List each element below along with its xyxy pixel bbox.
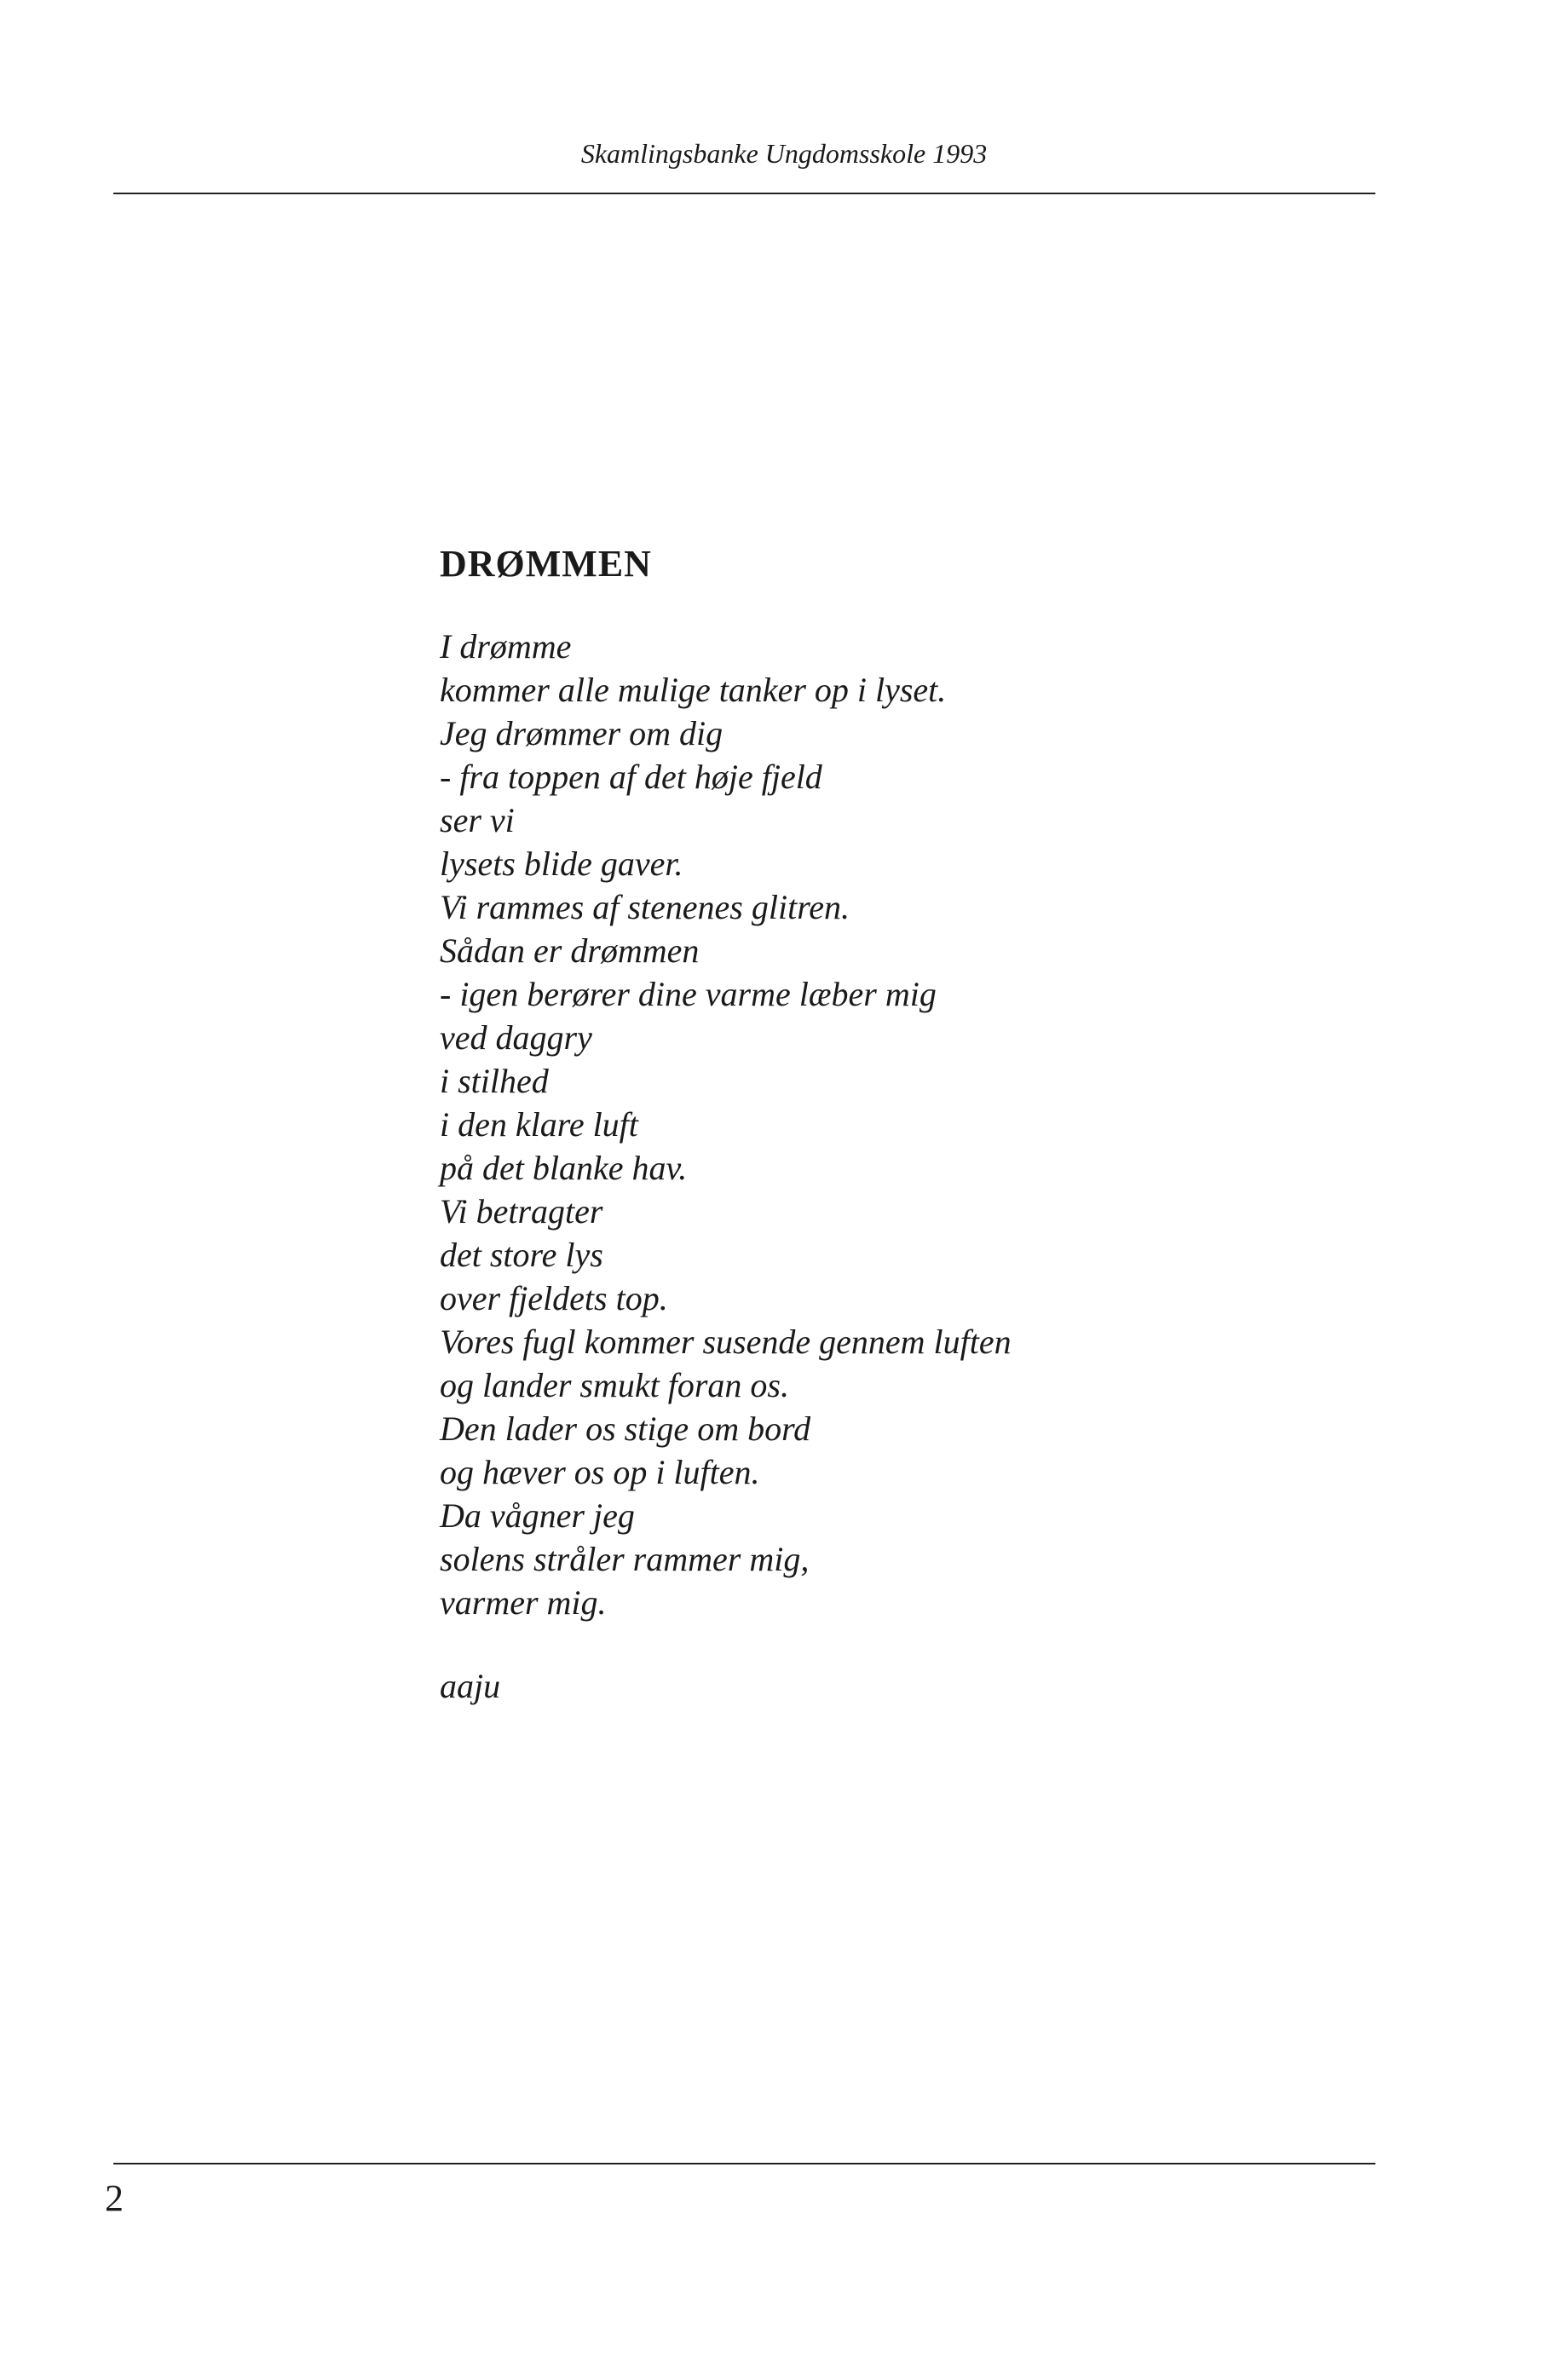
poem-line: og hæver os op i luften. — [440, 1453, 760, 1491]
header-rule — [113, 193, 1375, 194]
poem-signature: aaju — [440, 1667, 501, 1705]
poem-body — [440, 625, 1012, 1624]
poem-line: i stilhed — [440, 1062, 549, 1100]
footer-rule — [113, 2163, 1375, 2164]
poem-line: Vores fugl kommer susende gennem luften — [440, 1323, 1012, 1361]
poem-line: Vi betragter — [440, 1192, 603, 1231]
poem-line: i den klare luft — [440, 1105, 638, 1144]
poem-line: Vi rammes af stenenes glitren. — [440, 888, 850, 926]
poem-line: kommer alle mulige tanker op i lyset. — [440, 671, 947, 709]
poem-line: Jeg drømmer om dig — [440, 714, 723, 752]
poem-title: DRØMMEN — [440, 543, 652, 585]
poem-line: Da vågner jeg — [440, 1496, 635, 1535]
poem-line: Sådan er drømmen — [440, 931, 700, 970]
poem-line: Den lader os stige om bord — [440, 1409, 811, 1448]
poem-line: varmer mig. — [440, 1583, 607, 1622]
page-number: 2 — [105, 2177, 124, 2219]
poem-line: I drømme — [440, 627, 572, 666]
running-header: Skamlingsbanke Ungdomsskole 1993 — [580, 138, 988, 169]
poem-line: lysets blide gaver. — [440, 844, 683, 883]
poem-line: på det blanke hav. — [440, 1149, 688, 1187]
poem-line: det store lys — [440, 1236, 603, 1274]
poem-line: - igen berører dine varme læber mig — [440, 975, 937, 1013]
poem-line: og lander smukt foran os. — [440, 1366, 789, 1404]
poem-line: ser vi — [440, 801, 515, 839]
poem-line: ved daggry — [440, 1018, 592, 1057]
poem-line: over fjeldets top. — [440, 1279, 668, 1317]
poem-line: solens stråler rammer mig, — [440, 1540, 810, 1578]
poem-line: - fra toppen af det høje fjeld — [440, 758, 822, 796]
